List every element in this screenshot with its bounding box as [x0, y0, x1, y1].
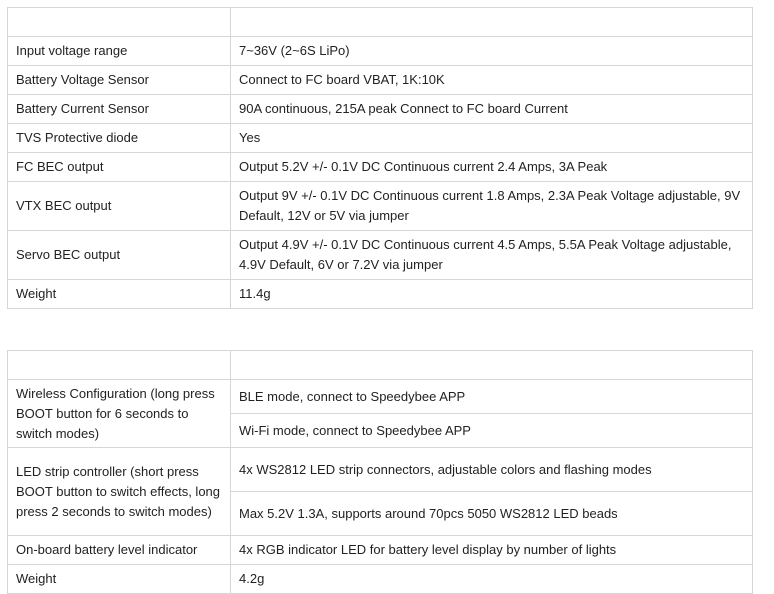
row-value: Connect to FC board VBAT, 1K:10K	[231, 66, 753, 95]
row-value: Yes	[231, 124, 753, 153]
table-row	[8, 536, 753, 565]
row-value: 4x WS2812 LED strip connectors, adjustable colors and flashing modes	[231, 448, 753, 492]
row-value: Max 5.2V 1.3A, supports around 70pcs 5050 WS2812 LED beads	[231, 492, 753, 536]
row-label: Weight	[8, 280, 231, 309]
table-header-cell	[231, 8, 753, 37]
spec-table-led-board	[7, 350, 753, 594]
row-value: BLE mode, connect to Speedybee APP	[231, 380, 753, 414]
row-label: LED strip controller (short press BOOT button to switch effects, long press 2 seconds to switch modes)	[8, 448, 231, 536]
row-label: Input voltage range	[8, 37, 231, 66]
row-label: TVS Protective diode	[8, 124, 231, 153]
table-header-row	[8, 8, 753, 37]
row-label: Battery Current Sensor	[8, 95, 231, 124]
row-label: FC BEC output	[8, 153, 231, 182]
row-value: 4.2g	[231, 565, 753, 594]
table-header-cell	[8, 8, 231, 37]
table-header-row	[8, 351, 753, 380]
table-header-cell	[231, 351, 753, 380]
table-row	[8, 380, 753, 414]
table-row	[8, 37, 753, 66]
row-value: Output 5.2V +/- 0.1V DC Continuous current 2.4 Amps, 3A Peak	[231, 153, 753, 182]
row-value: Output 4.9V +/- 0.1V DC Continuous current 4.5 Amps, 5.5A Peak Voltage adjustable, 4.9V Default, 6V or 7.2V via jumper	[231, 231, 753, 280]
row-value: 4x RGB indicator LED for battery level display by number of lights	[231, 536, 753, 565]
row-label: On-board battery level indicator	[8, 536, 231, 565]
row-value: Output 9V +/- 0.1V DC Continuous current 1.8 Amps, 2.3A Peak Voltage adjustable, 9V Default, 12V or 5V via jumper	[231, 182, 753, 231]
row-value: 7~36V (2~6S LiPo)	[231, 37, 753, 66]
table-row	[8, 153, 753, 182]
row-value: 90A continuous, 215A peak Connect to FC board Current	[231, 95, 753, 124]
table-row	[8, 448, 753, 492]
table-row	[8, 66, 753, 95]
row-label: Wireless Configuration (long press BOOT button for 6 seconds to switch modes)	[8, 380, 231, 448]
table-header-cell	[8, 351, 231, 380]
table-row	[8, 565, 753, 594]
row-label: Servo BEC output	[8, 231, 231, 280]
table-row	[8, 280, 753, 309]
row-value: Wi-Fi mode, connect to Speedybee APP	[231, 414, 753, 448]
row-label: Weight	[8, 565, 231, 594]
row-label: VTX BEC output	[8, 182, 231, 231]
spec-table-main	[7, 7, 753, 309]
table-row	[8, 124, 753, 153]
table-row	[8, 95, 753, 124]
row-value: 11.4g	[231, 280, 753, 309]
row-label: Battery Voltage Sensor	[8, 66, 231, 95]
table-row	[8, 182, 753, 231]
table-row	[8, 231, 753, 280]
